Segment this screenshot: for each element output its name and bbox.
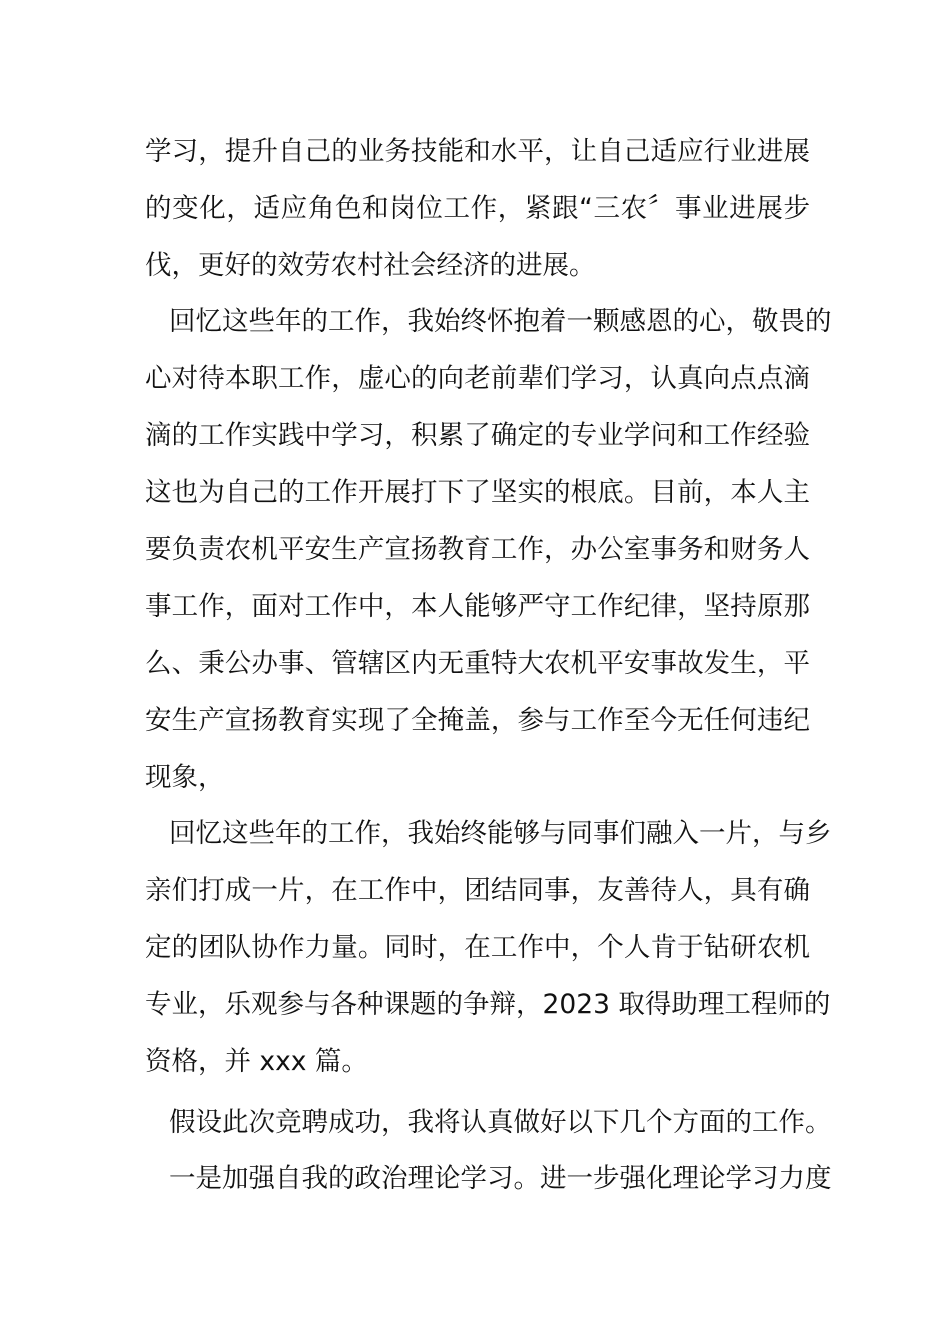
text-line: 学习，提升自己的业务技能和水平，让自己适应行业进展 [145, 136, 810, 167]
paragraph-4 [145, 1094, 832, 1151]
paragraph-1 [145, 123, 810, 294]
text-line: 资格，并 xxx 篇。 [145, 1046, 368, 1077]
text-line: 的变化，适应角色和岗位工作，紧跟“三农〞事业进展步 [145, 193, 810, 224]
text-line: 要负责农机平安生产宣扬教育工作，办公室事务和财务人 [145, 534, 810, 565]
text-line: 么、秉公办事、管辖区内无重特大农机平安事故发生，平 [145, 648, 810, 679]
text-line: 滴的工作实践中学习，积累了确定的专业学问和工作经验 [145, 420, 810, 451]
text-line: 回忆这些年的工作，我始终能够与同事们融入一片，与乡 [169, 818, 832, 849]
text-line: 亲们打成一片，在工作中，团结同事，友善待人，具有确 [145, 875, 810, 906]
text-line: 一是加强自我的政治理论学习。进一步强化理论学习力度 [169, 1163, 832, 1194]
text-line: 假设此次竞聘成功，我将认真做好以下几个方面的工作。 [169, 1107, 832, 1138]
text-line: 定的团队协作力量。同时，在工作中，个人肯于钻研农机 [145, 932, 810, 963]
text-line: 伐，更好的效劳农村社会经济的进展。 [145, 250, 596, 281]
text-line: 专业，乐观参与各种课题的争辩，2023 取得助理工程师的 [145, 989, 831, 1020]
text-line: 安生产宣扬教育实现了全掩盖，参与工作至今无任何违纪 [145, 705, 810, 736]
text-line: 现象， [145, 762, 225, 793]
text-line: 心对待本职工作，虚心的向老前辈们学习，认真向点点滴 [145, 363, 810, 394]
text-line: 回忆这些年的工作，我始终怀抱着一颗感恩的心，敬畏的 [169, 306, 832, 337]
paragraph-5 [145, 1150, 832, 1207]
paragraph-3 [145, 805, 832, 1090]
text-line: 事工作，面对工作中，本人能够严守工作纪律，坚持原那 [145, 591, 810, 622]
paragraph-2 [145, 293, 832, 806]
text-line: 这也为自己的工作开展打下了坚实的根底。目前，本人主 [145, 477, 810, 508]
